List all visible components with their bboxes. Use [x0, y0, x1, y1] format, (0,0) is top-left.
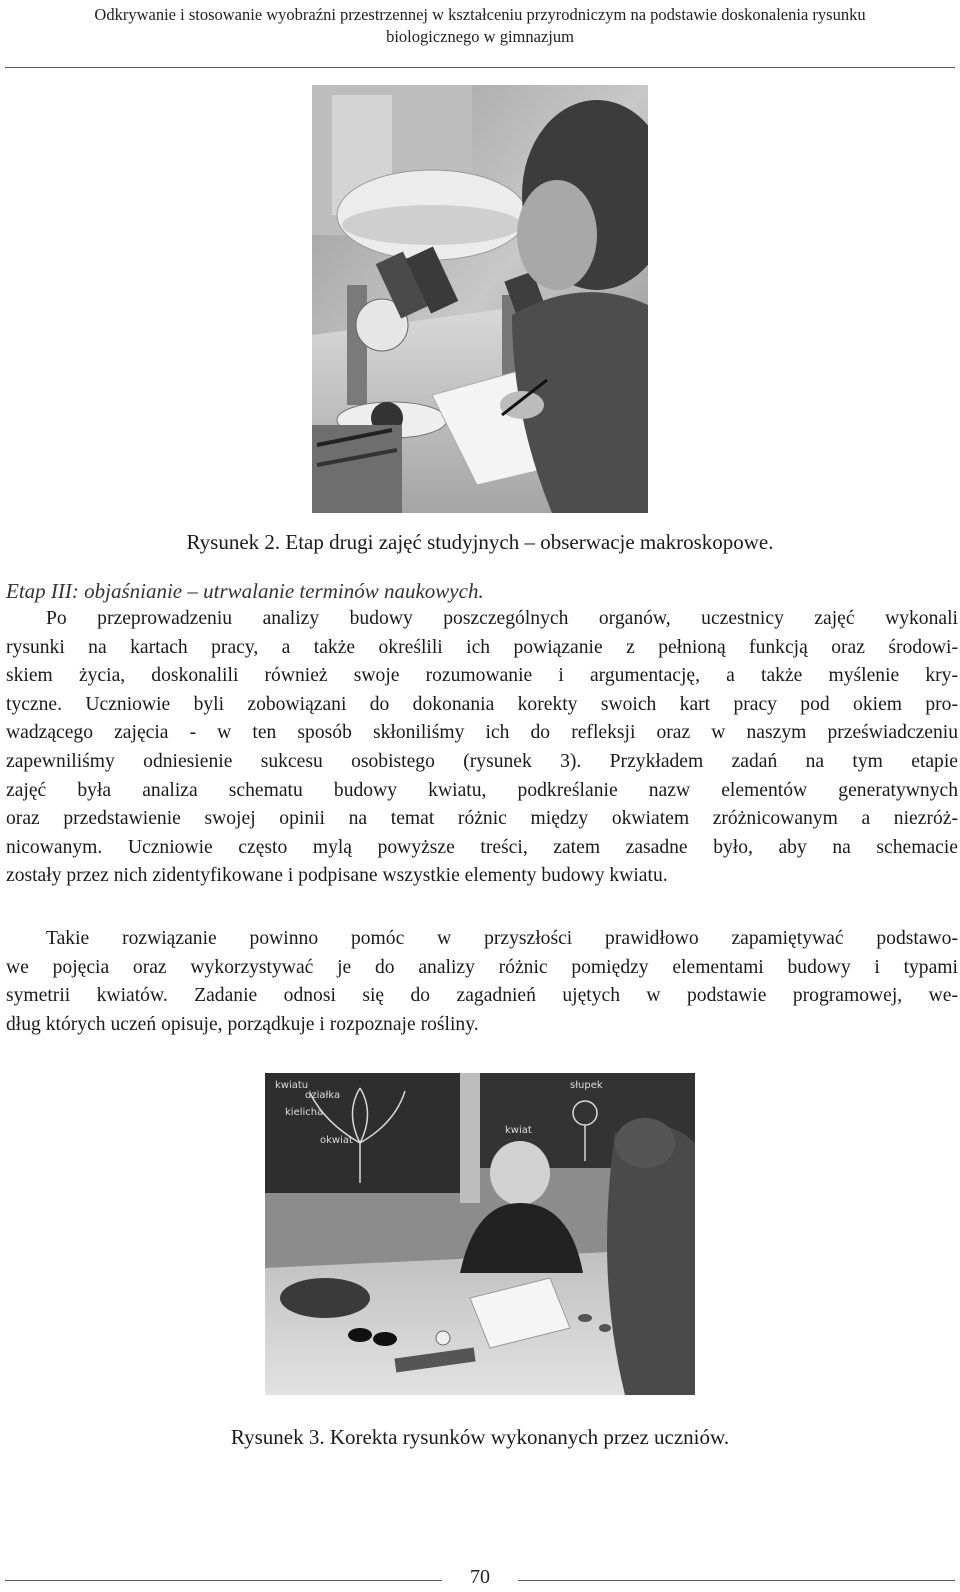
figure-2-photo	[312, 85, 648, 513]
paragraph-1-line: zapewniliśmy odniesienie sukcesu osobistego (rysunek 3). Przykładem zadań na tym etapie	[6, 750, 958, 772]
running-header	[0, 4, 960, 48]
page-number: 70	[470, 1566, 490, 1588]
board-word: kielicha	[285, 1107, 324, 1118]
running-header-line-1: Odkrywanie i stosowanie wyobraźni przestrzennej w kształceniu przyrodniczym na podstawie doskonalenia rysunku	[94, 5, 866, 24]
board-word: okwiat	[320, 1135, 353, 1146]
paragraph-1-line: skiem życia, doskonalili również swoje rozumowanie i argumentację, a także myślenie kry-	[6, 665, 958, 687]
board-word: słupek	[570, 1080, 603, 1091]
paragraph-2	[6, 925, 958, 1039]
header-divider	[5, 67, 955, 68]
paragraph-2-line: symetrii kwiatów. Zadanie odnosi się do zagadnień ujętych w podstawie programowej, we-	[6, 985, 958, 1007]
paragraph-1-line: rysunki na kartach pracy, a także określili ich powiązanie z pełnioną funkcją oraz środowi-	[6, 636, 958, 658]
stage-heading: Etap III: objaśnianie – utrwalanie terminów naukowych.	[6, 579, 484, 603]
figure-3-photo	[265, 1073, 695, 1395]
figure-2-caption: Rysunek 2. Etap drugi zajęć studyjnych – obserwacje makroskopowe.	[186, 530, 774, 554]
running-header-line-2: biologicznego w gimnazjum	[386, 27, 574, 46]
board-word: działka	[305, 1090, 341, 1101]
board-word: kwiatu	[275, 1080, 309, 1091]
board-word: kwiat	[505, 1125, 532, 1136]
paragraph-2-line: Takie rozwiązanie powinno pomóc w przyszłości prawidłowo zapamiętywać podstawo-	[46, 928, 958, 949]
paragraph-1-line: nicowanym. Uczniowie często mylą powyższe treści, zatem zasadne było, aby na schemacie	[6, 836, 958, 858]
paragraph-1-line: zajęć była analiza schematu budowy kwiatu, podkreślanie nazw elementów generatywnych	[6, 779, 958, 801]
paragraph-1-line: wadzącego zajęcia - w ten sposób skłoniliśmy ich do refleksji oraz w naszym przeświadczeniu	[6, 722, 958, 744]
paragraph-2-line: we pojęcia oraz wykorzystywać je do analizy różnic pomiędzy elementami budowy i typami	[6, 956, 958, 978]
paragraph-1-line: Po przeprowadzeniu analizy budowy poszczególnych organów, uczestnicy zajęć wykonali	[46, 608, 958, 629]
paragraph-1-line: tyczne. Uczniowie byli zobowiązani do dokonania korekty swoich kart pracy pod okiem pro-	[6, 693, 958, 715]
paragraph-1-line: oraz przedstawienie swojej opinii na temat różnic między okwiatem zróżnicowanym a niezróż-	[6, 808, 958, 830]
footer-divider-right	[518, 1580, 955, 1581]
paragraph-1-line: zostały przez nich zidentyfikowane i podpisane wszystkie elementy budowy kwiatu.	[6, 865, 668, 887]
figure-3-caption: Rysunek 3. Korekta rysunków wykonanych przez uczniów.	[230, 1425, 730, 1449]
footer-divider-left	[5, 1580, 442, 1581]
paragraph-2-line: dług których uczeń opisuje, porządkuje i rozpoznaje rośliny.	[6, 1013, 479, 1035]
paragraph-1	[6, 605, 958, 891]
